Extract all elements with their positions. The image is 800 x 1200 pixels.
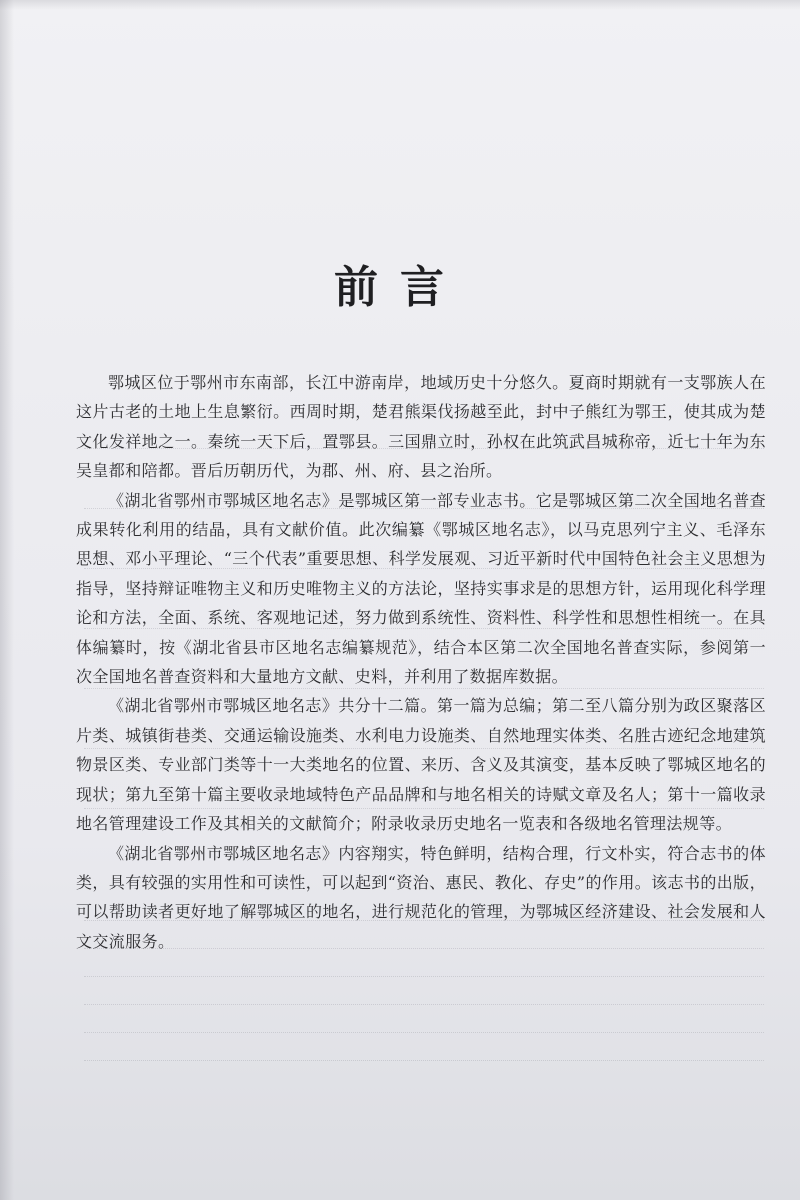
- bleed-through-line: [84, 1052, 764, 1061]
- page-top-shadow: [0, 0, 800, 10]
- bleed-through-line: [84, 968, 764, 977]
- paragraph-3: 《湖北省鄂州市鄂城区地名志》共分十二篇。第一篇为总编；第二至八篇分别为政区聚落区片类、城镇街巷类、交通运输设施类、水利电力设施类、自然地理实体类、名胜古迹纪念地建筑物景区类、专业部门类等十一大类地名的位置、来历、含义及其演变，基本反映了鄂城区地名的现状；第九至第十篇主要收录地域特色产品品牌和与地名相关的诗赋文章及名人；第十一篇收录地名管理建设工作及其相关的文献简介；附录收录历史地名一览表和各级地名管理法规等。: [76, 696, 766, 834]
- paragraph-4: 《湖北省鄂州市鄂城区地名志》内容翔实，特色鲜明，结构合理，行文朴实，符合志书的体类，具有较强的实用性和可读性，可以起到“资治、惠民、教化、存史”的作用。该志书的出版，可以帮助读者更好地了解鄂城区的地名，进行规范化的管理，为鄂城区经济建设、社会发展和人文交流服务。: [76, 843, 766, 951]
- page-title: 前言: [334, 262, 466, 314]
- paragraph-2: 《湖北省鄂州市鄂城区地名志》是鄂城区第一部专业志书。它是鄂城区第二次全国地名普查成果转化利用的结晶，具有文献价值。此次编纂《鄂城区地名志》，以马克思列宁主义、毛泽东思想、邓小平理论、“三个代表”重要思想、科学发展观、习近平新时代中国特色社会主义思想为指导，坚持辩证唯物主义和历史唯物主义的方法论，坚持实事求是的思想方针，运用现化科学理论和方法，全面、系统、客观地记述，努力做到系统性、资料性、科学性和思想性相统一。在具体编纂时，按《湖北省县市区地名志编纂规范》，结合本区第二次全国地名普查实际，参阅第一次全国地名普查资料和大量地方文献、史料，并利用了数据库数据。: [76, 490, 766, 687]
- bleed-through-line: [84, 996, 764, 1005]
- preface-body: [76, 368, 766, 956]
- page-edge-shadow: [0, 0, 14, 1200]
- paragraph-1: 鄂城区位于鄂州市东南部，长江中游南岸，地域历史十分悠久。夏商时期就有一支鄂族人在这片古老的土地上生息繁衍。西周时期，楚君熊渠伐扬越至此，封中子熊红为鄂王，使其成为楚文化发祥地之一。秦统一天下后，置鄂县。三国鼎立时，孙权在此筑武昌城称帝，近七十年为东吴皇都和陪都。晋后历朝历代，为郡、州、府、县之治所。: [76, 373, 766, 481]
- bleed-through-line: [84, 1024, 764, 1033]
